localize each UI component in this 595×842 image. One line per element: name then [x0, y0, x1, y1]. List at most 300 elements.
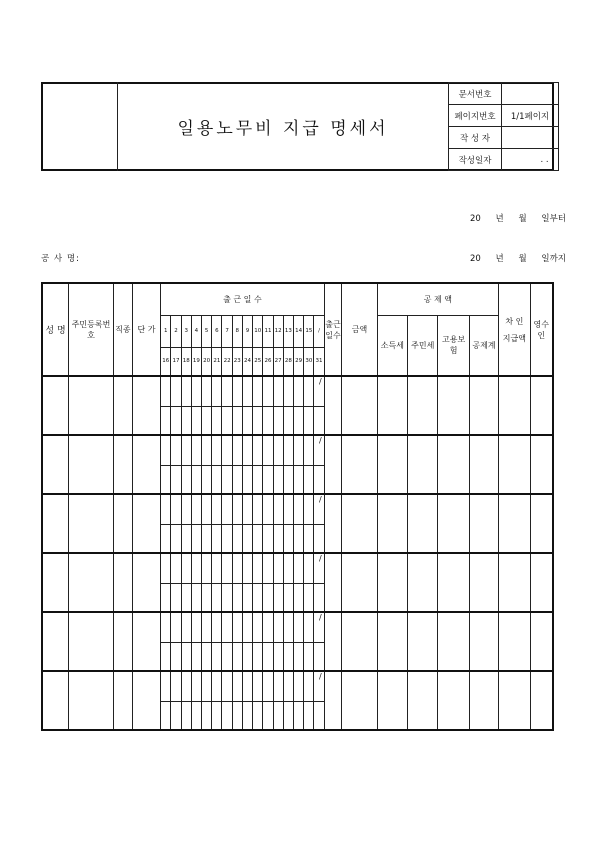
- col-header-deduction: 공 제 액: [377, 283, 499, 315]
- col-header-work-days: [324, 283, 342, 376]
- day-number: 11: [263, 315, 273, 347]
- day-cell: [253, 612, 263, 642]
- employee-cell: [438, 612, 469, 671]
- day-cell: [222, 376, 232, 406]
- employee-cell: [324, 612, 342, 671]
- day-slash-cell: /: [314, 494, 324, 524]
- day-cell: [212, 612, 222, 642]
- employee-cell: [132, 435, 160, 494]
- employee-cell: [408, 435, 438, 494]
- day-cell: [283, 406, 293, 435]
- day-cell: [304, 376, 314, 406]
- col-header-unit-price: 단 가: [132, 283, 160, 376]
- day-cell: [191, 494, 201, 524]
- day-number: 7: [222, 315, 232, 347]
- day-cell: [232, 494, 242, 524]
- day-cell: [181, 671, 191, 701]
- employee-cell: [530, 376, 553, 435]
- year-prefix: 20: [470, 254, 481, 264]
- col-header-job: 직종: [114, 283, 133, 376]
- employee-cell: [342, 553, 377, 612]
- net-line1: 차 인: [505, 316, 524, 326]
- employee-row: [42, 494, 553, 524]
- day-cell: [171, 524, 181, 553]
- day-slash-cell: /: [314, 553, 324, 583]
- employee-cell: [530, 671, 553, 730]
- day-cell: [181, 465, 191, 494]
- day-number: 19: [191, 347, 201, 376]
- day-cell: [253, 642, 263, 671]
- day-cell: [294, 671, 304, 701]
- day-cell: [191, 642, 201, 671]
- day-cell: [263, 612, 273, 642]
- employee-row: [42, 376, 553, 406]
- day-cell: [304, 494, 314, 524]
- day-cell: [202, 612, 212, 642]
- day-cell: [304, 406, 314, 435]
- day-number: 9: [242, 315, 252, 347]
- day-cell: [253, 406, 263, 435]
- day-cell: [294, 376, 304, 406]
- day-cell: [273, 465, 283, 494]
- employee-cell: [438, 376, 469, 435]
- day-cell: [273, 494, 283, 524]
- payroll-table: [41, 282, 554, 731]
- day-number: 6: [212, 315, 222, 347]
- employee-cell: [438, 435, 469, 494]
- employee-cell: [42, 553, 69, 612]
- employee-cell: [114, 435, 133, 494]
- day-cell: [222, 642, 232, 671]
- day-cell: [232, 612, 242, 642]
- month-unit: 월: [518, 254, 527, 264]
- day-cell: [273, 524, 283, 553]
- day-cell: [181, 642, 191, 671]
- day-cell: [263, 494, 273, 524]
- employee-cell: [42, 376, 69, 435]
- day-cell: [242, 553, 252, 583]
- employee-cell: [408, 376, 438, 435]
- employee-cell: [377, 612, 407, 671]
- day-cell: [253, 671, 263, 701]
- day-suffix: 일부터: [541, 214, 567, 224]
- employee-cell: [114, 612, 133, 671]
- period-to: [470, 252, 566, 264]
- year-unit: 년: [495, 254, 504, 264]
- day-cell: [181, 494, 191, 524]
- month-unit: 월: [518, 214, 527, 224]
- day-cell: [232, 553, 242, 583]
- day-cell: [191, 465, 201, 494]
- day-cell: [222, 612, 232, 642]
- day-slash: /: [314, 315, 324, 347]
- period-from: [470, 212, 566, 224]
- site-name-label: 공 사 명:: [41, 254, 80, 264]
- day-cell: [171, 671, 181, 701]
- day-cell: [273, 376, 283, 406]
- day-cell: [191, 524, 201, 553]
- day-cell: [181, 553, 191, 583]
- day-cell: [161, 524, 171, 553]
- day-cell: [222, 406, 232, 435]
- day-cell: [161, 642, 171, 671]
- day-cell: [222, 435, 232, 465]
- day-cell: [242, 701, 252, 730]
- day-cell: [294, 583, 304, 612]
- employee-cell: [469, 553, 498, 612]
- employee-cell: [377, 494, 407, 553]
- day-number: 8: [232, 315, 242, 347]
- employee-cell: [42, 612, 69, 671]
- employee-cell: [132, 494, 160, 553]
- day-cell: [202, 494, 212, 524]
- employee-cell: [438, 671, 469, 730]
- day-cell: [263, 465, 273, 494]
- col-header-deduction-item: 고용보험: [438, 315, 469, 376]
- day-cell: [222, 583, 232, 612]
- meta-label: 작성일자: [449, 149, 502, 171]
- day-slash-cell: /: [314, 671, 324, 701]
- employee-cell: [499, 671, 530, 730]
- employee-cell: [69, 671, 114, 730]
- day-cell: [263, 406, 273, 435]
- day-cell: [232, 465, 242, 494]
- day-cell: [273, 612, 283, 642]
- day-cell: [212, 435, 222, 465]
- employee-cell: [377, 671, 407, 730]
- employee-cell: [132, 612, 160, 671]
- day-number: 3: [181, 315, 191, 347]
- day-cell: [202, 524, 212, 553]
- net-line2: 지급액: [502, 333, 526, 343]
- col-header-amount: 금액: [342, 283, 377, 376]
- employee-cell: [342, 376, 377, 435]
- day-cell: [283, 376, 293, 406]
- day-cell: [191, 671, 201, 701]
- day-cell: [202, 406, 212, 435]
- day-cell: [181, 524, 191, 553]
- employee-cell: [530, 612, 553, 671]
- day-cell: [171, 583, 181, 612]
- day-cell: [253, 494, 263, 524]
- day-cell: [273, 583, 283, 612]
- day-cell: [191, 612, 201, 642]
- day-cell: [232, 583, 242, 612]
- meta-value: 1/1페이지: [502, 105, 559, 127]
- day-number: 15: [304, 315, 314, 347]
- employee-cell: [132, 553, 160, 612]
- day-cell: [222, 671, 232, 701]
- employee-cell: [69, 435, 114, 494]
- day-cell: [294, 435, 304, 465]
- day-cell: [242, 612, 252, 642]
- day-cell: [242, 583, 252, 612]
- day-cell: [314, 406, 324, 435]
- day-cell: [304, 524, 314, 553]
- day-cell: [161, 435, 171, 465]
- day-number: 21: [212, 347, 222, 376]
- employee-cell: [438, 553, 469, 612]
- work-days-line1: 출근: [325, 319, 341, 329]
- day-number: 29: [294, 347, 304, 376]
- col-header-receipt: 영수인: [530, 283, 553, 376]
- employee-cell: [324, 376, 342, 435]
- day-cell: [202, 465, 212, 494]
- year-prefix: 20: [470, 214, 481, 224]
- day-cell: [242, 642, 252, 671]
- day-cell: [191, 701, 201, 730]
- day-slash-cell: /: [314, 376, 324, 406]
- day-cell: [283, 553, 293, 583]
- day-cell: [294, 494, 304, 524]
- day-cell: [304, 671, 314, 701]
- employee-cell: [342, 671, 377, 730]
- day-cell: [202, 435, 212, 465]
- day-number: 5: [202, 315, 212, 347]
- day-cell: [242, 494, 252, 524]
- employee-cell: [114, 671, 133, 730]
- day-cell: [304, 701, 314, 730]
- day-cell: [161, 583, 171, 612]
- employee-cell: [530, 435, 553, 494]
- day-cell: [171, 642, 181, 671]
- day-cell: [212, 465, 222, 494]
- day-suffix: 일까지: [541, 254, 567, 264]
- day-cell: [294, 524, 304, 553]
- employee-cell: [469, 612, 498, 671]
- employee-cell: [324, 435, 342, 494]
- day-cell: [283, 642, 293, 671]
- day-cell: [314, 524, 324, 553]
- employee-cell: [469, 435, 498, 494]
- employee-cell: [342, 494, 377, 553]
- employee-cell: [408, 553, 438, 612]
- employee-cell: [69, 494, 114, 553]
- day-cell: [191, 376, 201, 406]
- day-cell: [171, 612, 181, 642]
- col-header-deduction-item: 공제계: [469, 315, 498, 376]
- employee-row: [42, 435, 553, 465]
- day-cell: [263, 701, 273, 730]
- day-cell: [181, 376, 191, 406]
- day-cell: [314, 465, 324, 494]
- day-cell: [263, 553, 273, 583]
- meta-label: 페이지번호: [449, 105, 502, 127]
- day-cell: [283, 435, 293, 465]
- day-cell: [314, 701, 324, 730]
- day-cell: [171, 701, 181, 730]
- day-cell: [283, 701, 293, 730]
- day-cell: [263, 671, 273, 701]
- day-cell: [273, 642, 283, 671]
- day-cell: [242, 376, 252, 406]
- employee-cell: [132, 671, 160, 730]
- day-cell: [294, 406, 304, 435]
- employee-cell: [469, 494, 498, 553]
- day-slash-cell: /: [314, 435, 324, 465]
- employee-cell: [408, 671, 438, 730]
- employee-cell: [469, 376, 498, 435]
- day-cell: [181, 406, 191, 435]
- day-cell: [202, 376, 212, 406]
- day-cell: [283, 583, 293, 612]
- day-cell: [191, 406, 201, 435]
- day-number: 30: [304, 347, 314, 376]
- day-cell: [171, 553, 181, 583]
- day-cell: [283, 612, 293, 642]
- employee-cell: [42, 494, 69, 553]
- meta-label: 문서번호: [449, 83, 502, 105]
- employee-cell: [499, 494, 530, 553]
- day-number: 27: [273, 347, 283, 376]
- day-cell: [212, 701, 222, 730]
- employee-cell: [324, 553, 342, 612]
- day-cell: [294, 642, 304, 671]
- day-cell: [222, 465, 232, 494]
- day-cell: [283, 524, 293, 553]
- employee-cell: [530, 553, 553, 612]
- day-cell: [212, 376, 222, 406]
- day-cell: [232, 642, 242, 671]
- day-cell: [273, 435, 283, 465]
- day-number: 4: [191, 315, 201, 347]
- day-cell: [212, 406, 222, 435]
- day-cell: [161, 406, 171, 435]
- day-cell: [161, 701, 171, 730]
- day-number: 14: [294, 315, 304, 347]
- day-cell: [191, 435, 201, 465]
- day-cell: [212, 524, 222, 553]
- meta-value: [502, 83, 559, 105]
- day-cell: [253, 435, 263, 465]
- day-cell: [283, 494, 293, 524]
- day-cell: [314, 583, 324, 612]
- employee-cell: [42, 435, 69, 494]
- day-cell: [222, 524, 232, 553]
- day-cell: [263, 583, 273, 612]
- day-cell: [283, 465, 293, 494]
- employee-row: [42, 671, 553, 701]
- day-cell: [253, 465, 263, 494]
- day-cell: [181, 583, 191, 612]
- day-number: 24: [242, 347, 252, 376]
- employee-cell: [408, 612, 438, 671]
- day-number: 17: [171, 347, 181, 376]
- day-number: 2: [171, 315, 181, 347]
- day-cell: [181, 435, 191, 465]
- day-cell: [273, 701, 283, 730]
- day-cell: [212, 583, 222, 612]
- day-cell: [294, 612, 304, 642]
- day-cell: [304, 435, 314, 465]
- meta-table: [448, 82, 559, 171]
- employee-cell: [69, 553, 114, 612]
- employee-row: [42, 612, 553, 642]
- employee-cell: [114, 376, 133, 435]
- meta-value: [502, 127, 559, 149]
- employee-cell: [377, 435, 407, 494]
- employee-cell: [114, 553, 133, 612]
- day-cell: [212, 553, 222, 583]
- day-cell: [273, 553, 283, 583]
- day-cell: [232, 406, 242, 435]
- col-header-name: 성 명: [42, 283, 69, 376]
- employee-cell: [438, 494, 469, 553]
- day-number: 25: [253, 347, 263, 376]
- day-cell: [212, 642, 222, 671]
- day-cell: [263, 524, 273, 553]
- day-cell: [294, 465, 304, 494]
- day-cell: [161, 494, 171, 524]
- day-cell: [304, 612, 314, 642]
- employee-cell: [377, 376, 407, 435]
- employee-cell: [499, 553, 530, 612]
- day-number: 1: [161, 315, 171, 347]
- day-cell: [191, 583, 201, 612]
- day-cell: [304, 553, 314, 583]
- day-cell: [263, 642, 273, 671]
- employee-cell: [530, 494, 553, 553]
- day-cell: [191, 553, 201, 583]
- day-cell: [171, 435, 181, 465]
- work-days-line2: 일수: [325, 330, 341, 340]
- day-cell: [283, 671, 293, 701]
- day-number: 26: [263, 347, 273, 376]
- employee-cell: [324, 671, 342, 730]
- col-header-attendance: 출 근 일 수: [161, 283, 325, 315]
- col-header-deduction-item: 소득세: [377, 315, 407, 376]
- day-cell: [253, 701, 263, 730]
- day-cell: [171, 406, 181, 435]
- day-cell: [304, 465, 314, 494]
- employee-cell: [469, 671, 498, 730]
- employee-cell: [408, 494, 438, 553]
- day-cell: [161, 465, 171, 494]
- day-cell: [232, 701, 242, 730]
- year-unit: 년: [495, 214, 504, 224]
- day-cell: [161, 671, 171, 701]
- day-cell: [304, 583, 314, 612]
- day-cell: [273, 671, 283, 701]
- col-header-net-pay: [499, 283, 530, 376]
- day-cell: [263, 376, 273, 406]
- day-cell: [304, 642, 314, 671]
- day-cell: [232, 435, 242, 465]
- employee-cell: [69, 612, 114, 671]
- day-cell: [314, 642, 324, 671]
- day-cell: [242, 524, 252, 553]
- day-number: 28: [283, 347, 293, 376]
- day-cell: [222, 701, 232, 730]
- day-cell: [212, 494, 222, 524]
- day-cell: [181, 612, 191, 642]
- day-cell: [232, 671, 242, 701]
- meta-value: . . .: [502, 149, 559, 171]
- day-cell: [242, 465, 252, 494]
- day-cell: [181, 701, 191, 730]
- day-number: 13: [283, 315, 293, 347]
- day-cell: [161, 553, 171, 583]
- employee-cell: [499, 435, 530, 494]
- day-slash-cell: /: [314, 612, 324, 642]
- day-cell: [161, 612, 171, 642]
- day-cell: [202, 583, 212, 612]
- day-cell: [253, 524, 263, 553]
- col-header-resident-no: 주민등록번호: [69, 283, 114, 376]
- day-cell: [202, 671, 212, 701]
- day-cell: [253, 553, 263, 583]
- day-number: 31: [314, 347, 324, 376]
